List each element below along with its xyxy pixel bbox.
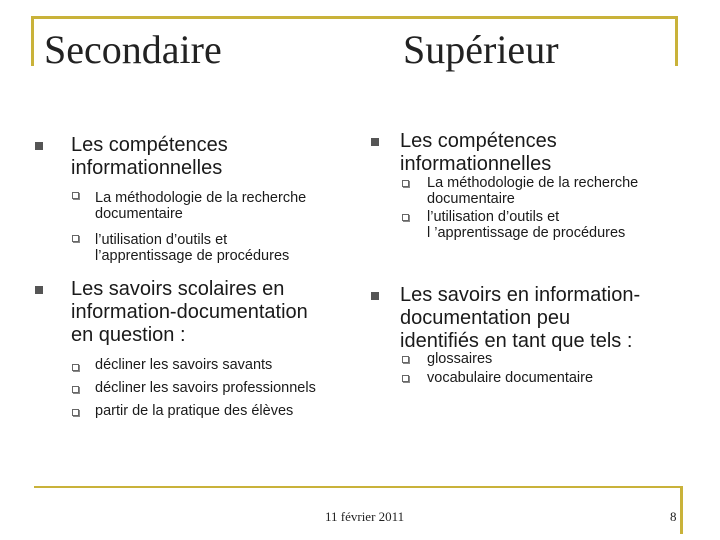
bullet-icon <box>371 138 379 146</box>
item-line: l’utilisation d’outils et <box>427 209 560 225</box>
title-line: informationnelles <box>71 157 223 179</box>
title-line: informationnelles <box>400 153 552 175</box>
item-line: documentaire <box>95 206 183 222</box>
square-bullet-icon <box>402 375 409 382</box>
right-section-1-item-1 <box>427 175 638 207</box>
square-bullet-icon <box>72 192 79 199</box>
page-number: 8 <box>670 509 677 524</box>
left-section-2-title <box>71 278 308 347</box>
square-bullet-icon <box>72 364 79 371</box>
title-line: information-documentation <box>71 301 308 323</box>
left-section-2-item-2: décliner les savoirs professionnels <box>95 380 316 396</box>
title-line: documentation peu <box>400 307 571 329</box>
square-bullet-icon <box>402 180 409 187</box>
item-line: La méthodologie de la recherche <box>427 175 639 191</box>
bullet-icon <box>35 142 43 150</box>
heading-secondaire: Secondaire <box>44 27 222 72</box>
title-line: Les savoirs scolaires en <box>71 278 285 300</box>
title-line: en question : <box>71 324 186 346</box>
left-section-1-item-2 <box>95 232 289 264</box>
footer-date: 11 février 2011 <box>325 509 405 524</box>
footer-rule <box>34 486 683 488</box>
frame-left-rule <box>31 16 34 66</box>
frame-right-rule <box>675 16 678 66</box>
title-line: Les savoirs en information- <box>400 284 641 306</box>
bullet-icon <box>35 286 43 294</box>
heading-superieur: Supérieur <box>403 27 559 72</box>
square-bullet-icon <box>72 386 79 393</box>
item-line: La méthodologie de la recherche <box>95 190 307 206</box>
bullet-icon <box>371 292 379 300</box>
title-line: Les compétences <box>400 130 557 152</box>
right-section-1-title <box>400 130 557 176</box>
square-bullet-icon <box>402 356 409 363</box>
item-line: l’apprentissage de procédures <box>95 248 290 264</box>
frame-top-rule <box>31 16 678 19</box>
item-line: l ’apprentissage de procédures <box>427 225 626 241</box>
left-section-1-item-1 <box>95 190 306 222</box>
square-bullet-icon <box>72 235 79 242</box>
right-section-2-title <box>400 284 640 353</box>
left-section-2-item-1: décliner les savoirs savants <box>95 357 273 373</box>
item-line: l’utilisation d’outils et <box>95 232 228 248</box>
left-section-1-title <box>71 134 228 180</box>
square-bullet-icon <box>72 409 79 416</box>
footer-corner-rule <box>680 486 683 534</box>
right-section-2-item-2: vocabulaire documentaire <box>427 370 594 386</box>
title-line: Les compétences <box>71 134 228 156</box>
item-line: documentaire <box>427 191 515 207</box>
right-section-1-item-2 <box>427 209 625 241</box>
title-line: identifiés en tant que tels : <box>400 330 633 352</box>
right-section-2-item-1: glossaires <box>427 351 493 367</box>
square-bullet-icon <box>402 214 409 221</box>
left-section-2-item-3: partir de la pratique des élèves <box>95 403 294 419</box>
